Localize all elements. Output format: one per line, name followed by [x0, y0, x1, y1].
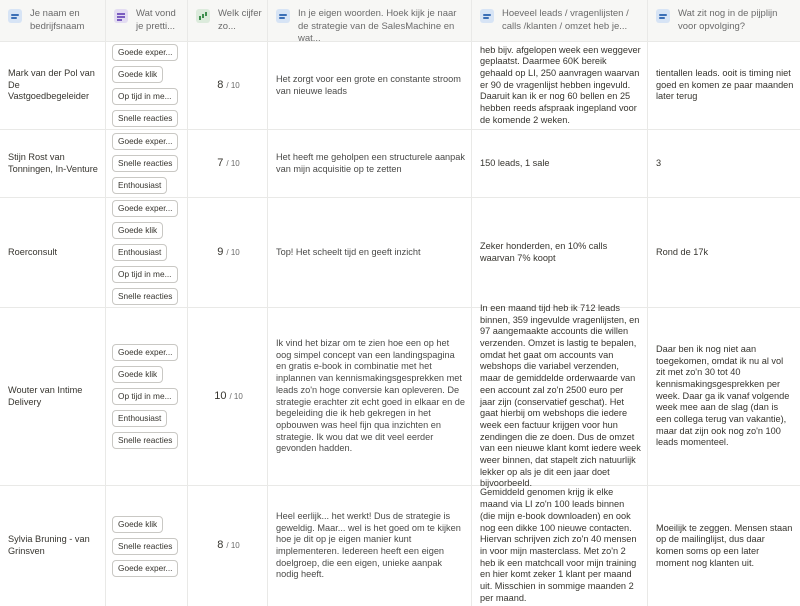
respondent-name: Wouter van Intime Delivery	[8, 384, 83, 407]
column-header-label: Hoeveel leads / vragenlijsten / calls /klanten / omzet heb je...	[502, 8, 629, 32]
column-header-results[interactable]	[472, 0, 648, 41]
column-header-score[interactable]	[188, 0, 268, 41]
score-value: 7	[217, 156, 224, 169]
pipeline-text: Rond de 17k	[656, 246, 709, 257]
tag-chip: Op tijd in me...	[112, 388, 178, 405]
tags-cell[interactable]	[106, 308, 188, 485]
tag-chip: Snelle reacties	[112, 432, 178, 449]
pipeline-text: Daar ben ik nog niet aan toegekomen, omdat ik nu al vol zit met zo'n 30 tot 40 kennismakingsgesprekken per week. Daar ga ik vanaf volgende week mee aan de slag (dan is een collega terug van vakantie), maar dat zijn ook nog zo'n 100 leads momenteel.	[656, 343, 790, 448]
table-row[interactable]	[0, 302, 800, 489]
results-cell[interactable]	[472, 302, 648, 489]
tag-chip: Enthousiast	[112, 244, 167, 261]
tag-chip: Goede exper...	[112, 133, 178, 150]
tags-cell[interactable]	[106, 130, 188, 197]
pipeline-cell[interactable]	[648, 486, 800, 606]
tag-chip: Goede exper...	[112, 200, 178, 217]
score-cell[interactable]	[188, 130, 268, 197]
score-value: 10	[214, 389, 227, 402]
score-value: 9	[217, 245, 224, 258]
score-denominator: / 10	[226, 80, 240, 90]
column-header-label: Wat vond je pretti...	[136, 8, 176, 32]
score-cell[interactable]	[188, 486, 268, 606]
strategy-text: Het zorgt voor een grote en constante stroom van nieuwe leads	[276, 73, 461, 96]
score-cell[interactable]	[188, 308, 268, 485]
strategy-cell[interactable]	[268, 130, 472, 197]
results-cell[interactable]	[472, 42, 648, 129]
name-cell[interactable]	[0, 486, 106, 606]
tag-chip: Snelle reacties	[112, 538, 178, 555]
column-header-name[interactable]	[0, 0, 106, 41]
tag-chip: Snelle reacties	[112, 155, 178, 172]
pipeline-cell[interactable]	[648, 308, 800, 485]
strategy-cell[interactable]	[268, 198, 472, 307]
tags-cell[interactable]	[106, 198, 188, 307]
tag-chip: Snelle reacties	[112, 288, 178, 305]
multi-select-icon	[114, 9, 128, 23]
pipeline-text: Moeilijk te zeggen. Mensen staan op de mailinglijst, dus daar komen soms op een later moment nog klanten uit.	[656, 522, 793, 568]
score-cell[interactable]	[188, 198, 268, 307]
tag-chip: Goede klik	[112, 516, 163, 533]
tag-chip: Op tijd in me...	[112, 88, 178, 105]
strategy-text: Ik vind het bizar om te zien hoe een op het oog simpel concept van een landingspagina en gratis e-book in combinatie met het inplannen van kennismakingsgesprekken met leads zo'n hoge conversie kan opleveren. De strategie erachter zit echt goed in elkaar en de begeleiding die ik heb gekregen in het opbouwen was heel fijn qua inzichten en strategie. Ik wou dat we dit veel eerder gevonden hadden.	[276, 337, 465, 454]
column-header-liked[interactable]	[106, 0, 188, 41]
column-header-pipeline[interactable]	[648, 0, 800, 41]
respondent-name: Roerconsult	[8, 246, 58, 257]
text-property-icon	[276, 9, 290, 23]
results-text: In een maand tijd heb ik 712 leads binnen, 359 ingevulde vragenlijsten, en 97 aangemaakte accounts die willen verzenden. Omzet is lastig te bepalen, omdat het gaat om accounts van webshops die variabel verzenden, maar de gemiddelde orderwaarde van een account zal zo'n 2500 euro per jaar zijn (conservatief geschat). Het gaat hierbij om webshops die iedere week een factuur krijgen voor hun zendingen die ze doen. Dus de omzet van een nieuwe klant komt iedere week weer binnen, dat stapelt zich natuurlijk lekker op als je dit een jaar doet bijvoorbeeld.	[480, 302, 641, 489]
strategy-text: Top! Het scheelt tijd en geeft inzicht	[276, 246, 421, 257]
rating-icon	[196, 9, 210, 23]
results-text: 150 leads, 1 sale	[480, 157, 550, 168]
respondent-name: Stijn Rost van Tonningen, In-Venture	[8, 151, 98, 174]
table-header	[0, 0, 800, 42]
text-property-icon	[480, 9, 494, 23]
table-row[interactable]	[0, 198, 800, 308]
results-cell[interactable]	[472, 130, 648, 197]
column-header-label: Je naam en bedrijfsnaam	[30, 8, 85, 32]
table-row[interactable]	[0, 486, 800, 606]
name-cell[interactable]	[0, 198, 106, 307]
tags-cell[interactable]	[106, 486, 188, 606]
respondent-name: Mark van der Pol van De Vastgoedbegeleider	[8, 67, 95, 102]
tag-chip: Op tijd in me...	[112, 266, 178, 283]
table-row[interactable]	[0, 42, 800, 130]
tag-chip: Goede klik	[112, 66, 163, 83]
strategy-cell[interactable]	[268, 308, 472, 485]
text-property-icon	[8, 9, 22, 23]
tag-chip: Enthousiast	[112, 177, 167, 194]
tag-chip: Snelle reacties	[112, 110, 178, 127]
column-header-label: In je eigen woorden. Hoek kijk je naar de strategie van de SalesMachine en wat...	[298, 8, 457, 44]
score-value: 8	[217, 539, 224, 552]
strategy-text: Het heeft me geholpen een structurele aanpak van mijn acquisitie op te zetten	[276, 151, 465, 174]
column-header-label: Welk cijfer zo...	[218, 8, 262, 32]
tag-chip: Enthousiast	[112, 410, 167, 427]
pipeline-text: 3	[656, 157, 662, 168]
tag-chip: Goede exper...	[112, 560, 178, 577]
score-value: 8	[217, 78, 224, 91]
score-denominator: / 10	[226, 541, 240, 551]
strategy-cell[interactable]	[268, 486, 472, 606]
strategy-text: Heel eerlijk... het werkt! Dus de strategie is geweldig. Maar... wel is het goed om te kijken hoe je dit op je eigen manier kunt implementeren. Iedereen heeft een eigen doelgroep, die een eigen, unieke aanpak nodig heeft.	[276, 510, 461, 580]
pipeline-cell[interactable]	[648, 130, 800, 197]
pipeline-cell[interactable]	[648, 198, 800, 307]
tag-chip: Goede klik	[112, 366, 163, 383]
column-header-label: Wat zit nog in de pijplijn voor opvolging?	[678, 8, 778, 32]
results-cell[interactable]	[472, 486, 648, 606]
name-cell[interactable]	[0, 308, 106, 485]
pipeline-text: tientallen leads. ooit is timing niet goed en komen ze paar maanden later terug	[656, 67, 794, 102]
text-property-icon	[656, 9, 670, 23]
tag-chip: Goede exper...	[112, 344, 178, 361]
name-cell[interactable]	[0, 130, 106, 197]
strategy-cell[interactable]	[268, 42, 472, 129]
score-cell[interactable]	[188, 42, 268, 129]
column-header-strategy[interactable]	[268, 0, 472, 44]
results-cell[interactable]	[472, 198, 648, 307]
results-text: Gemiddeld genomen krijg ik elke maand via LI zo'n 100 leads binnen (die mijn e-book downloaden) en ook nog een dikke 100 nieuwe contacten. Hiervan schrijven zich zo'n 40 mensen in voor mijn masterclass. Met zo'n 2 heb ik een matchcall voor mijn training en hier komt zeker 1 klant per maand uit. Misschien in sommige maanden 2 per maand.	[480, 487, 637, 603]
results-text: heb bijv. afgelopen week een weggever geplaatst. Daarmee 60K bereik gehaald op LI, 250 aanvragen waarvan er 90 de vragenlijst hebben ingevuld. Daaruit kan ik er nog 60 bellen en 25 hebben reeds afspraak ingepland voor de komende 2 weken.	[480, 44, 641, 125]
score-denominator: / 10	[226, 247, 240, 257]
pipeline-cell[interactable]	[648, 42, 800, 129]
tags-cell[interactable]	[106, 42, 188, 129]
table-row[interactable]	[0, 130, 800, 198]
score-denominator: / 10	[229, 391, 243, 401]
tag-chip: Goede exper...	[112, 44, 178, 61]
results-text: Zeker honderden, en 10% calls waarvan 7% koopt	[480, 240, 608, 263]
tag-chip: Goede klik	[112, 222, 163, 239]
respondent-name: Sylvia Bruning - van Grinsven	[8, 534, 90, 556]
name-cell[interactable]	[0, 42, 106, 129]
score-denominator: / 10	[226, 158, 240, 168]
